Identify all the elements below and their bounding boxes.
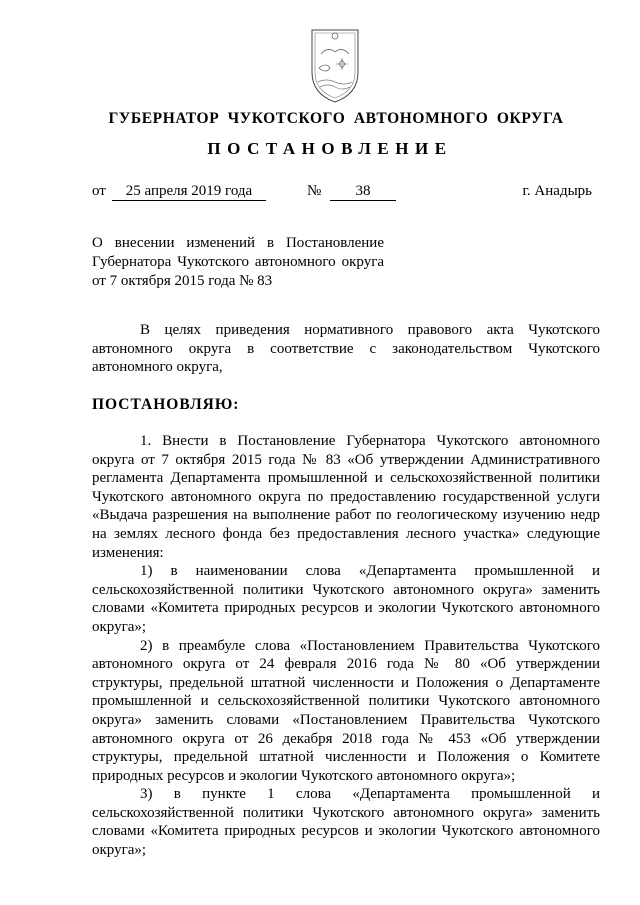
item-line: автономного округа от 26 декабря 2018 года № 453 «Об утверждении	[92, 730, 600, 747]
item-line: регламента Департамента промышленной и сельскохозяйственной политики	[92, 470, 600, 487]
item-line: 1) в наименовании слова «Департамента промышленной и	[140, 563, 600, 580]
item-line: округа» заменить словами «Постановлением Правительства Чукотского	[92, 711, 600, 728]
preamble-line: В целях приведения нормативного правового акта Чукотского	[140, 322, 600, 338]
item-line: округа»;	[92, 842, 147, 859]
document-number: 38	[330, 183, 396, 201]
subject-line: Губернатора Чукотского автономного округа	[92, 254, 384, 270]
item-line: структуры, предельной штатной численности и Положения о Комитете	[92, 749, 600, 766]
item-line: 2) в преамбуле слова «Постановлением Правительства Чукотского	[140, 637, 600, 654]
item-line: автономного округа от 24 февраля 2016 года № 80 «Об утверждении	[92, 656, 600, 673]
document-place: г. Анадырь	[522, 183, 592, 199]
document-date: 25 апреля 2019 года	[112, 183, 266, 201]
number-label: №	[307, 183, 322, 199]
item-line: округа от 7 октября 2015 года № 83 «Об утверждении Административного	[92, 451, 600, 468]
item-line: словами «Комитета природных ресурсов и экологии Чукотского автономного	[92, 823, 600, 840]
resolution-items	[92, 432, 600, 860]
subject-line: О внесении изменений в Постановление	[92, 235, 384, 251]
item-line: сельскохозяйственной политики Чукотского автономного округа» заменить	[92, 581, 600, 598]
item-line: словами «Комитета природных ресурсов и экологии Чукотского автономного	[92, 600, 600, 617]
preamble-line: автономного округа в соответствие с законодательством Чукотского	[92, 340, 600, 357]
preamble-line: автономного округа,	[92, 359, 223, 376]
item-line: промышленной и сельскохозяйственной политики Чукотского автономного	[92, 693, 600, 710]
item-line: изменения:	[92, 544, 164, 561]
item-line: природных ресурсов и экологии Чукотского автономного округа»;	[92, 767, 516, 784]
from-label: от	[92, 183, 106, 199]
item-line: округа»;	[92, 618, 147, 635]
item-line: Чукотского автономного округа по предоставлению государственной услуги	[92, 488, 600, 505]
document-subject	[92, 234, 384, 291]
item-line: сельскохозяйственной политики Чукотского автономного округа» заменить	[92, 804, 600, 821]
document-meta-row	[92, 183, 592, 205]
preamble-paragraph	[92, 321, 600, 377]
item-line: 3) в пункте 1 слова «Департамента промышленной и	[140, 786, 600, 803]
governor-title: ГУБЕРНАТОР ЧУКОТСКОГО АВТОНОМНОГО ОКРУГА	[108, 110, 564, 127]
item-line: структуры, предельной штатной численности и Положения о Департаменте	[92, 674, 600, 691]
item-line: на землях лесного фонда без предоставления лесного участка» следующие	[92, 525, 600, 542]
item-line: «Выдача разрешения на выполнение работ по геологическому изучению недр	[92, 507, 600, 524]
resolve-heading: ПОСТАНОВЛЯЮ:	[92, 396, 240, 413]
subject-line: от 7 октября 2015 года № 83	[92, 273, 273, 289]
coat-of-arms-emblem-icon	[306, 24, 364, 106]
document-type-title: ПОСТАНОВЛЕНИЕ	[207, 139, 453, 158]
item-line: 1. Внести в Постановление Губернатора Чукотского автономного	[140, 433, 600, 449]
